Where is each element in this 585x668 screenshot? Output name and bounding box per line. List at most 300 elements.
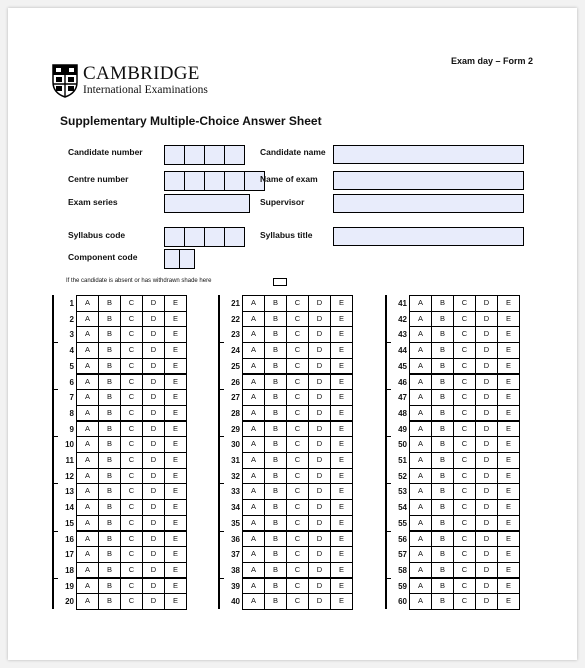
option-bubble-b[interactable]: B	[431, 515, 454, 532]
option-bubble-a[interactable]: A	[409, 515, 432, 532]
option-bubble-d[interactable]: D	[142, 452, 165, 469]
option-bubble-e[interactable]: E	[164, 405, 187, 422]
option-bubble-d[interactable]: D	[308, 421, 331, 438]
option-bubble-c[interactable]: C	[286, 483, 309, 500]
option-bubble-c[interactable]: C	[120, 374, 143, 391]
option-bubble-b[interactable]: B	[431, 421, 454, 438]
option-bubble-d[interactable]: D	[475, 342, 498, 359]
option-bubble-e[interactable]: E	[164, 593, 187, 610]
option-bubble-a[interactable]: A	[242, 311, 265, 328]
option-bubble-d[interactable]: D	[142, 593, 165, 610]
option-bubble-b[interactable]: B	[264, 295, 287, 312]
option-bubble-c[interactable]: C	[286, 421, 309, 438]
option-bubble-a[interactable]: A	[242, 468, 265, 485]
option-bubble-e[interactable]: E	[330, 374, 353, 391]
option-bubble-b[interactable]: B	[431, 468, 454, 485]
option-bubble-b[interactable]: B	[264, 311, 287, 328]
option-bubble-e[interactable]: E	[164, 389, 187, 406]
option-bubble-e[interactable]: E	[330, 421, 353, 438]
option-bubble-e[interactable]: E	[330, 515, 353, 532]
option-bubble-e[interactable]: E	[330, 342, 353, 359]
option-bubble-b[interactable]: B	[264, 531, 287, 548]
option-bubble-c[interactable]: C	[120, 578, 143, 595]
option-bubble-b[interactable]: B	[431, 374, 454, 391]
option-bubble-b[interactable]: B	[98, 499, 121, 516]
digit-box[interactable]	[204, 145, 225, 165]
option-bubble-a[interactable]: A	[409, 562, 432, 579]
option-bubble-a[interactable]: A	[242, 483, 265, 500]
option-bubble-b[interactable]: B	[431, 593, 454, 610]
option-bubble-b[interactable]: B	[98, 468, 121, 485]
option-bubble-e[interactable]: E	[164, 436, 187, 453]
option-bubble-e[interactable]: E	[330, 295, 353, 312]
option-bubble-c[interactable]: C	[453, 421, 476, 438]
option-bubble-c[interactable]: C	[286, 326, 309, 343]
option-bubble-a[interactable]: A	[242, 578, 265, 595]
option-bubble-a[interactable]: A	[409, 531, 432, 548]
absent-shade-box[interactable]	[273, 278, 287, 286]
option-bubble-d[interactable]: D	[308, 389, 331, 406]
option-bubble-b[interactable]: B	[264, 436, 287, 453]
option-bubble-a[interactable]: A	[409, 374, 432, 391]
option-bubble-d[interactable]: D	[308, 593, 331, 610]
centre-number-boxes[interactable]	[164, 171, 264, 191]
option-bubble-d[interactable]: D	[142, 374, 165, 391]
digit-box[interactable]	[164, 145, 185, 165]
option-bubble-d[interactable]: D	[142, 562, 165, 579]
option-bubble-e[interactable]: E	[330, 578, 353, 595]
option-bubble-b[interactable]: B	[264, 515, 287, 532]
option-bubble-b[interactable]: B	[431, 342, 454, 359]
option-bubble-b[interactable]: B	[264, 342, 287, 359]
option-bubble-d[interactable]: D	[475, 593, 498, 610]
option-bubble-d[interactable]: D	[308, 326, 331, 343]
option-bubble-d[interactable]: D	[475, 452, 498, 469]
option-bubble-d[interactable]: D	[142, 468, 165, 485]
option-bubble-c[interactable]: C	[120, 562, 143, 579]
option-bubble-d[interactable]: D	[475, 358, 498, 375]
option-bubble-d[interactable]: D	[142, 483, 165, 500]
option-bubble-e[interactable]: E	[497, 436, 520, 453]
option-bubble-b[interactable]: B	[98, 578, 121, 595]
supervisor-field[interactable]	[333, 194, 524, 213]
option-bubble-d[interactable]: D	[142, 389, 165, 406]
option-bubble-e[interactable]: E	[497, 326, 520, 343]
option-bubble-b[interactable]: B	[98, 358, 121, 375]
option-bubble-b[interactable]: B	[431, 452, 454, 469]
option-bubble-d[interactable]: D	[308, 499, 331, 516]
option-bubble-b[interactable]: B	[264, 421, 287, 438]
option-bubble-d[interactable]: D	[308, 358, 331, 375]
option-bubble-a[interactable]: A	[409, 358, 432, 375]
option-bubble-c[interactable]: C	[286, 562, 309, 579]
option-bubble-b[interactable]: B	[431, 326, 454, 343]
option-bubble-a[interactable]: A	[76, 468, 99, 485]
digit-box[interactable]	[164, 249, 180, 269]
option-bubble-d[interactable]: D	[475, 499, 498, 516]
option-bubble-b[interactable]: B	[431, 295, 454, 312]
option-bubble-b[interactable]: B	[98, 374, 121, 391]
option-bubble-b[interactable]: B	[98, 436, 121, 453]
option-bubble-c[interactable]: C	[120, 531, 143, 548]
option-bubble-b[interactable]: B	[264, 546, 287, 563]
option-bubble-a[interactable]: A	[242, 531, 265, 548]
option-bubble-e[interactable]: E	[497, 374, 520, 391]
option-bubble-a[interactable]: A	[242, 499, 265, 516]
option-bubble-e[interactable]: E	[497, 562, 520, 579]
option-bubble-a[interactable]: A	[409, 295, 432, 312]
option-bubble-a[interactable]: A	[76, 342, 99, 359]
digit-box[interactable]	[204, 227, 225, 247]
option-bubble-e[interactable]: E	[164, 421, 187, 438]
option-bubble-d[interactable]: D	[308, 546, 331, 563]
option-bubble-b[interactable]: B	[264, 452, 287, 469]
candidate-number-boxes[interactable]	[164, 145, 244, 165]
option-bubble-e[interactable]: E	[164, 546, 187, 563]
option-bubble-b[interactable]: B	[264, 578, 287, 595]
option-bubble-b[interactable]: B	[98, 483, 121, 500]
option-bubble-c[interactable]: C	[453, 358, 476, 375]
option-bubble-e[interactable]: E	[497, 515, 520, 532]
option-bubble-d[interactable]: D	[142, 421, 165, 438]
option-bubble-c[interactable]: C	[120, 452, 143, 469]
option-bubble-d[interactable]: D	[308, 578, 331, 595]
option-bubble-e[interactable]: E	[330, 326, 353, 343]
option-bubble-a[interactable]: A	[76, 483, 99, 500]
option-bubble-c[interactable]: C	[453, 593, 476, 610]
option-bubble-d[interactable]: D	[475, 483, 498, 500]
option-bubble-b[interactable]: B	[431, 546, 454, 563]
option-bubble-c[interactable]: C	[120, 405, 143, 422]
option-bubble-c[interactable]: C	[453, 311, 476, 328]
option-bubble-e[interactable]: E	[330, 546, 353, 563]
option-bubble-d[interactable]: D	[142, 515, 165, 532]
option-bubble-b[interactable]: B	[264, 499, 287, 516]
option-bubble-e[interactable]: E	[330, 452, 353, 469]
option-bubble-c[interactable]: C	[120, 499, 143, 516]
option-bubble-a[interactable]: A	[409, 593, 432, 610]
option-bubble-b[interactable]: B	[431, 311, 454, 328]
option-bubble-e[interactable]: E	[164, 374, 187, 391]
option-bubble-b[interactable]: B	[98, 531, 121, 548]
option-bubble-e[interactable]: E	[330, 468, 353, 485]
option-bubble-d[interactable]: D	[475, 311, 498, 328]
option-bubble-b[interactable]: B	[431, 499, 454, 516]
option-bubble-d[interactable]: D	[308, 562, 331, 579]
option-bubble-b[interactable]: B	[98, 311, 121, 328]
option-bubble-c[interactable]: C	[120, 593, 143, 610]
syllabus-title-field[interactable]	[333, 227, 524, 246]
option-bubble-a[interactable]: A	[409, 578, 432, 595]
option-bubble-d[interactable]: D	[308, 374, 331, 391]
option-bubble-a[interactable]: A	[242, 374, 265, 391]
digit-box[interactable]	[164, 171, 185, 191]
option-bubble-b[interactable]: B	[264, 389, 287, 406]
option-bubble-a[interactable]: A	[409, 405, 432, 422]
option-bubble-d[interactable]: D	[475, 374, 498, 391]
digit-box[interactable]	[184, 145, 205, 165]
option-bubble-c[interactable]: C	[120, 436, 143, 453]
option-bubble-a[interactable]: A	[242, 389, 265, 406]
option-bubble-a[interactable]: A	[242, 421, 265, 438]
option-bubble-a[interactable]: A	[76, 531, 99, 548]
option-bubble-c[interactable]: C	[453, 515, 476, 532]
option-bubble-a[interactable]: A	[242, 593, 265, 610]
option-bubble-e[interactable]: E	[164, 342, 187, 359]
option-bubble-d[interactable]: D	[308, 531, 331, 548]
option-bubble-a[interactable]: A	[242, 546, 265, 563]
option-bubble-d[interactable]: D	[475, 515, 498, 532]
option-bubble-e[interactable]: E	[164, 311, 187, 328]
option-bubble-e[interactable]: E	[164, 468, 187, 485]
option-bubble-a[interactable]: A	[409, 468, 432, 485]
option-bubble-c[interactable]: C	[120, 358, 143, 375]
option-bubble-c[interactable]: C	[286, 468, 309, 485]
option-bubble-c[interactable]: C	[286, 452, 309, 469]
option-bubble-b[interactable]: B	[431, 436, 454, 453]
option-bubble-e[interactable]: E	[164, 515, 187, 532]
option-bubble-c[interactable]: C	[453, 452, 476, 469]
option-bubble-b[interactable]: B	[431, 578, 454, 595]
option-bubble-c[interactable]: C	[453, 436, 476, 453]
option-bubble-b[interactable]: B	[264, 483, 287, 500]
option-bubble-e[interactable]: E	[497, 531, 520, 548]
option-bubble-b[interactable]: B	[431, 531, 454, 548]
option-bubble-a[interactable]: A	[76, 326, 99, 343]
candidate-name-field[interactable]	[333, 145, 524, 164]
option-bubble-d[interactable]: D	[475, 295, 498, 312]
option-bubble-a[interactable]: A	[242, 342, 265, 359]
option-bubble-c[interactable]: C	[120, 515, 143, 532]
option-bubble-c[interactable]: C	[286, 295, 309, 312]
option-bubble-e[interactable]: E	[497, 389, 520, 406]
exam-series-field[interactable]	[164, 194, 250, 213]
option-bubble-b[interactable]: B	[264, 593, 287, 610]
option-bubble-a[interactable]: A	[76, 499, 99, 516]
option-bubble-b[interactable]: B	[98, 295, 121, 312]
option-bubble-b[interactable]: B	[431, 405, 454, 422]
option-bubble-e[interactable]: E	[497, 421, 520, 438]
option-bubble-a[interactable]: A	[242, 405, 265, 422]
option-bubble-e[interactable]: E	[164, 295, 187, 312]
option-bubble-d[interactable]: D	[475, 421, 498, 438]
option-bubble-c[interactable]: C	[286, 311, 309, 328]
digit-box[interactable]	[184, 227, 205, 247]
option-bubble-a[interactable]: A	[76, 389, 99, 406]
digit-box[interactable]	[204, 171, 225, 191]
option-bubble-d[interactable]: D	[308, 468, 331, 485]
option-bubble-a[interactable]: A	[76, 515, 99, 532]
option-bubble-d[interactable]: D	[142, 578, 165, 595]
option-bubble-e[interactable]: E	[164, 452, 187, 469]
option-bubble-d[interactable]: D	[308, 515, 331, 532]
option-bubble-e[interactable]: E	[330, 499, 353, 516]
option-bubble-c[interactable]: C	[286, 436, 309, 453]
option-bubble-b[interactable]: B	[98, 405, 121, 422]
option-bubble-d[interactable]: D	[308, 342, 331, 359]
digit-box[interactable]	[224, 171, 245, 191]
option-bubble-a[interactable]: A	[76, 358, 99, 375]
option-bubble-a[interactable]: A	[242, 515, 265, 532]
option-bubble-c[interactable]: C	[453, 374, 476, 391]
option-bubble-a[interactable]: A	[409, 546, 432, 563]
digit-box[interactable]	[179, 249, 195, 269]
option-bubble-c[interactable]: C	[120, 342, 143, 359]
option-bubble-d[interactable]: D	[475, 389, 498, 406]
option-bubble-a[interactable]: A	[409, 436, 432, 453]
option-bubble-b[interactable]: B	[98, 342, 121, 359]
option-bubble-a[interactable]: A	[409, 499, 432, 516]
option-bubble-e[interactable]: E	[497, 311, 520, 328]
name-of-exam-field[interactable]	[333, 171, 524, 190]
option-bubble-d[interactable]: D	[475, 326, 498, 343]
option-bubble-b[interactable]: B	[264, 405, 287, 422]
option-bubble-e[interactable]: E	[330, 389, 353, 406]
option-bubble-e[interactable]: E	[330, 358, 353, 375]
option-bubble-e[interactable]: E	[497, 468, 520, 485]
option-bubble-b[interactable]: B	[98, 421, 121, 438]
option-bubble-b[interactable]: B	[431, 358, 454, 375]
option-bubble-b[interactable]: B	[264, 562, 287, 579]
option-bubble-c[interactable]: C	[120, 483, 143, 500]
option-bubble-a[interactable]: A	[242, 326, 265, 343]
option-bubble-b[interactable]: B	[431, 562, 454, 579]
option-bubble-a[interactable]: A	[76, 452, 99, 469]
option-bubble-a[interactable]: A	[409, 389, 432, 406]
option-bubble-d[interactable]: D	[142, 295, 165, 312]
option-bubble-e[interactable]: E	[497, 578, 520, 595]
option-bubble-d[interactable]: D	[475, 405, 498, 422]
option-bubble-c[interactable]: C	[286, 593, 309, 610]
option-bubble-e[interactable]: E	[164, 562, 187, 579]
option-bubble-a[interactable]: A	[76, 311, 99, 328]
digit-box[interactable]	[164, 227, 185, 247]
option-bubble-b[interactable]: B	[98, 515, 121, 532]
option-bubble-d[interactable]: D	[142, 326, 165, 343]
option-bubble-c[interactable]: C	[286, 342, 309, 359]
option-bubble-a[interactable]: A	[76, 593, 99, 610]
option-bubble-e[interactable]: E	[164, 483, 187, 500]
option-bubble-d[interactable]: D	[142, 499, 165, 516]
option-bubble-a[interactable]: A	[409, 483, 432, 500]
option-bubble-b[interactable]: B	[98, 452, 121, 469]
option-bubble-a[interactable]: A	[76, 436, 99, 453]
option-bubble-a[interactable]: A	[76, 546, 99, 563]
option-bubble-a[interactable]: A	[242, 562, 265, 579]
option-bubble-e[interactable]: E	[497, 593, 520, 610]
option-bubble-d[interactable]: D	[475, 562, 498, 579]
option-bubble-c[interactable]: C	[120, 295, 143, 312]
digit-box[interactable]	[224, 145, 245, 165]
option-bubble-a[interactable]: A	[76, 562, 99, 579]
option-bubble-c[interactable]: C	[453, 295, 476, 312]
option-bubble-d[interactable]: D	[308, 295, 331, 312]
option-bubble-d[interactable]: D	[142, 405, 165, 422]
option-bubble-d[interactable]: D	[142, 358, 165, 375]
option-bubble-c[interactable]: C	[286, 358, 309, 375]
syllabus-code-boxes[interactable]	[164, 227, 244, 247]
option-bubble-e[interactable]: E	[164, 358, 187, 375]
option-bubble-b[interactable]: B	[264, 468, 287, 485]
option-bubble-e[interactable]: E	[497, 499, 520, 516]
option-bubble-d[interactable]: D	[475, 531, 498, 548]
option-bubble-d[interactable]: D	[475, 578, 498, 595]
digit-box[interactable]	[224, 227, 245, 247]
option-bubble-c[interactable]: C	[120, 468, 143, 485]
option-bubble-a[interactable]: A	[76, 405, 99, 422]
option-bubble-e[interactable]: E	[330, 562, 353, 579]
option-bubble-a[interactable]: A	[409, 452, 432, 469]
option-bubble-e[interactable]: E	[497, 483, 520, 500]
option-bubble-c[interactable]: C	[286, 515, 309, 532]
option-bubble-a[interactable]: A	[76, 421, 99, 438]
option-bubble-a[interactable]: A	[76, 374, 99, 391]
option-bubble-c[interactable]: C	[453, 562, 476, 579]
option-bubble-e[interactable]: E	[164, 326, 187, 343]
option-bubble-d[interactable]: D	[142, 311, 165, 328]
option-bubble-d[interactable]: D	[308, 483, 331, 500]
option-bubble-e[interactable]: E	[330, 593, 353, 610]
option-bubble-e[interactable]: E	[497, 358, 520, 375]
option-bubble-b[interactable]: B	[98, 593, 121, 610]
option-bubble-b[interactable]: B	[98, 389, 121, 406]
option-bubble-c[interactable]: C	[286, 578, 309, 595]
option-bubble-a[interactable]: A	[242, 295, 265, 312]
option-bubble-c[interactable]: C	[286, 405, 309, 422]
option-bubble-c[interactable]: C	[120, 311, 143, 328]
option-bubble-e[interactable]: E	[497, 342, 520, 359]
option-bubble-d[interactable]: D	[308, 405, 331, 422]
option-bubble-e[interactable]: E	[330, 531, 353, 548]
option-bubble-d[interactable]: D	[475, 436, 498, 453]
option-bubble-d[interactable]: D	[142, 436, 165, 453]
option-bubble-a[interactable]: A	[409, 326, 432, 343]
option-bubble-a[interactable]: A	[409, 342, 432, 359]
option-bubble-c[interactable]: C	[120, 421, 143, 438]
option-bubble-b[interactable]: B	[98, 562, 121, 579]
option-bubble-e[interactable]: E	[330, 483, 353, 500]
option-bubble-c[interactable]: C	[453, 326, 476, 343]
option-bubble-d[interactable]: D	[475, 468, 498, 485]
option-bubble-e[interactable]: E	[330, 436, 353, 453]
option-bubble-c[interactable]: C	[453, 499, 476, 516]
option-bubble-a[interactable]: A	[409, 421, 432, 438]
option-bubble-c[interactable]: C	[286, 499, 309, 516]
option-bubble-e[interactable]: E	[497, 405, 520, 422]
option-bubble-c[interactable]: C	[286, 531, 309, 548]
option-bubble-b[interactable]: B	[431, 483, 454, 500]
option-bubble-b[interactable]: B	[98, 546, 121, 563]
option-bubble-e[interactable]: E	[164, 578, 187, 595]
option-bubble-e[interactable]: E	[330, 311, 353, 328]
option-bubble-b[interactable]: B	[264, 374, 287, 391]
option-bubble-d[interactable]: D	[308, 311, 331, 328]
option-bubble-a[interactable]: A	[409, 311, 432, 328]
option-bubble-c[interactable]: C	[453, 389, 476, 406]
component-code-boxes[interactable]	[164, 249, 194, 269]
option-bubble-c[interactable]: C	[453, 468, 476, 485]
option-bubble-c[interactable]: C	[286, 546, 309, 563]
option-bubble-d[interactable]: D	[475, 546, 498, 563]
option-bubble-c[interactable]: C	[453, 342, 476, 359]
option-bubble-b[interactable]: B	[264, 358, 287, 375]
option-bubble-a[interactable]: A	[242, 358, 265, 375]
option-bubble-e[interactable]: E	[497, 295, 520, 312]
option-bubble-b[interactable]: B	[264, 326, 287, 343]
option-bubble-a[interactable]: A	[242, 436, 265, 453]
option-bubble-e[interactable]: E	[497, 546, 520, 563]
option-bubble-e[interactable]: E	[164, 531, 187, 548]
